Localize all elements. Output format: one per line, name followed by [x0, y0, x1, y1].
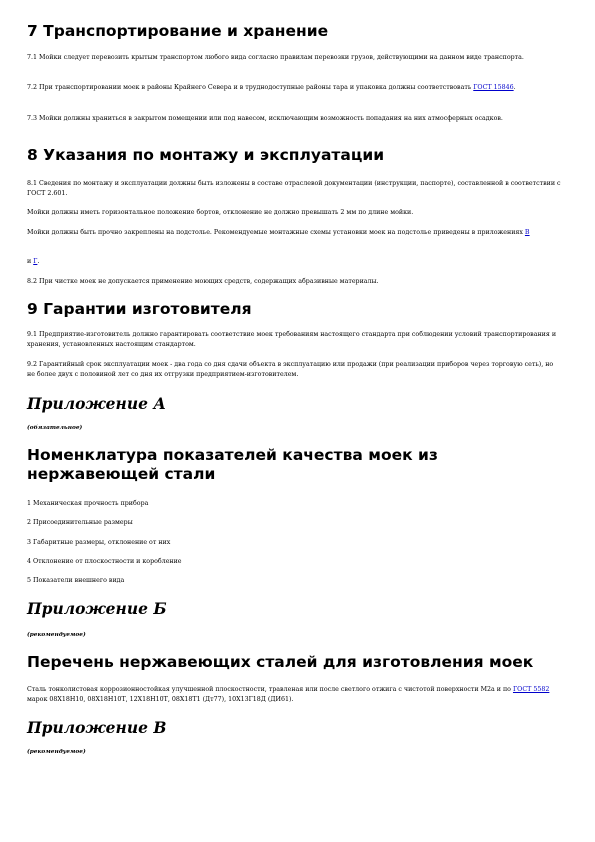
list-item: 4 Отклонение от плоскостности и коробление: [27, 558, 182, 565]
paragraph-7-2-text: 7.2 При транспортировании моек в районы Крайнего Севера и в труднодоступные районы тара и упаковка должны соответствовать: [27, 84, 474, 91]
appendix-a-note: (обязательное): [27, 425, 83, 431]
appendix-b-heading: Приложение Б: [27, 599, 167, 618]
list-item: 3 Габаритные размеры, отклонение от них: [27, 539, 171, 546]
appendix-g-link[interactable]: Г: [33, 258, 38, 265]
paragraph-9-1: 9.1 Предприятие-изготовитель должно гарантировать соответствие моек требованиям настоящего стандарта при соблюдении условий транспортирования и хранения, установленных настоящим стандартом.: [27, 331, 557, 348]
paragraph-8-1: 8.1 Сведения по монтажу и эксплуатации должны быть изложены в составе отраслевой документации (инструкции, паспорте), составленной в соответствии с ГОСТ 2.601.: [27, 180, 561, 197]
paragraph-8-2: 8.2 При чистке моек не допускается применение моющих средств, содержащих абразивные материалы.: [27, 278, 379, 285]
paragraph-7-1: 7.1 Мойки следует перевозить крытым транспортом любого вида согласно правилам перевозки грузов, действующими на данном виде транспорта.: [27, 54, 524, 61]
paragraph-8-and: и: [27, 258, 34, 265]
appendix-b-note: (рекомендуемое): [27, 632, 86, 638]
paragraph-8-mounting-text: Мойки должны быть прочно закреплены на подстолье. Рекомендуемые монтажные схемы установки моек на подстолье приведены в приложениях: [27, 229, 525, 236]
paragraph-8-end: .: [37, 258, 40, 265]
list-item: 1 Механическая прочность прибора: [27, 500, 149, 507]
appendix-a-subtitle: Номенклатура показателей качества моек из нержавеющей стали: [27, 446, 438, 483]
paragraph-7-2-end: .: [513, 84, 516, 91]
appendix-b-grades: марок 08Х18Н10, 08Х18Н10Т, 12Х18Н10Т, 08Х18Т1 (Дт77), 10Х13Г18Д (ДИ61).: [27, 696, 294, 703]
list-item: 2 Присоединительные размеры: [27, 519, 133, 526]
appendix-v-note: (рекомендуемое): [27, 749, 86, 755]
appendix-v-link[interactable]: В: [524, 229, 530, 236]
list-item: 5 Показатели внешнего вида: [27, 577, 125, 584]
appendix-b-subtitle: Перечень нержавеющих сталей для изготовления моек: [27, 653, 534, 671]
appendix-a-heading: Приложение А: [27, 394, 166, 413]
paragraph-9-2: 9.2 Гарантийный срок эксплуатации моек - два года со дня сдачи объекта в эксплуатацию или продажи (при реализации приборов через торговую сеть), но не более двух с половиной лет со дня их отгрузки предприятием-изготовителем.: [27, 361, 554, 378]
appendix-b-text: Сталь тонколистовая коррозионностойкая улучшенной плоскостности, травленая или после светлого отжига с чистотой поверхности М2а и по: [27, 686, 513, 693]
section-7-heading: 7 Транспортирование и хранение: [27, 22, 329, 40]
paragraph-7-3: 7.3 Мойки должны храниться в закрытом помещении или под навесом, исключающим возможность попадания на них атмосферных осадков.: [27, 115, 503, 122]
gost-15846-link[interactable]: ГОСТ 15846: [473, 84, 514, 91]
gost-5582-link[interactable]: ГОСТ 5582: [512, 686, 550, 693]
paragraph-8-tolerance: Мойки должны иметь горизонтальное положение бортов, отклонение не должно превышать 2 мм по длине мойки.: [27, 209, 414, 216]
appendix-b-steel-list: [27, 685, 563, 705]
section-8-heading: 8 Указания по монтажу и эксплуатации: [27, 146, 385, 164]
appendix-v-heading: Приложение В: [27, 718, 167, 737]
section-9-heading: 9 Гарантии изготовителя: [27, 300, 252, 318]
paragraph-8-mounting: [27, 228, 563, 238]
paragraph-7-2: [27, 83, 563, 93]
paragraph-8-appendix-g: [27, 257, 563, 267]
